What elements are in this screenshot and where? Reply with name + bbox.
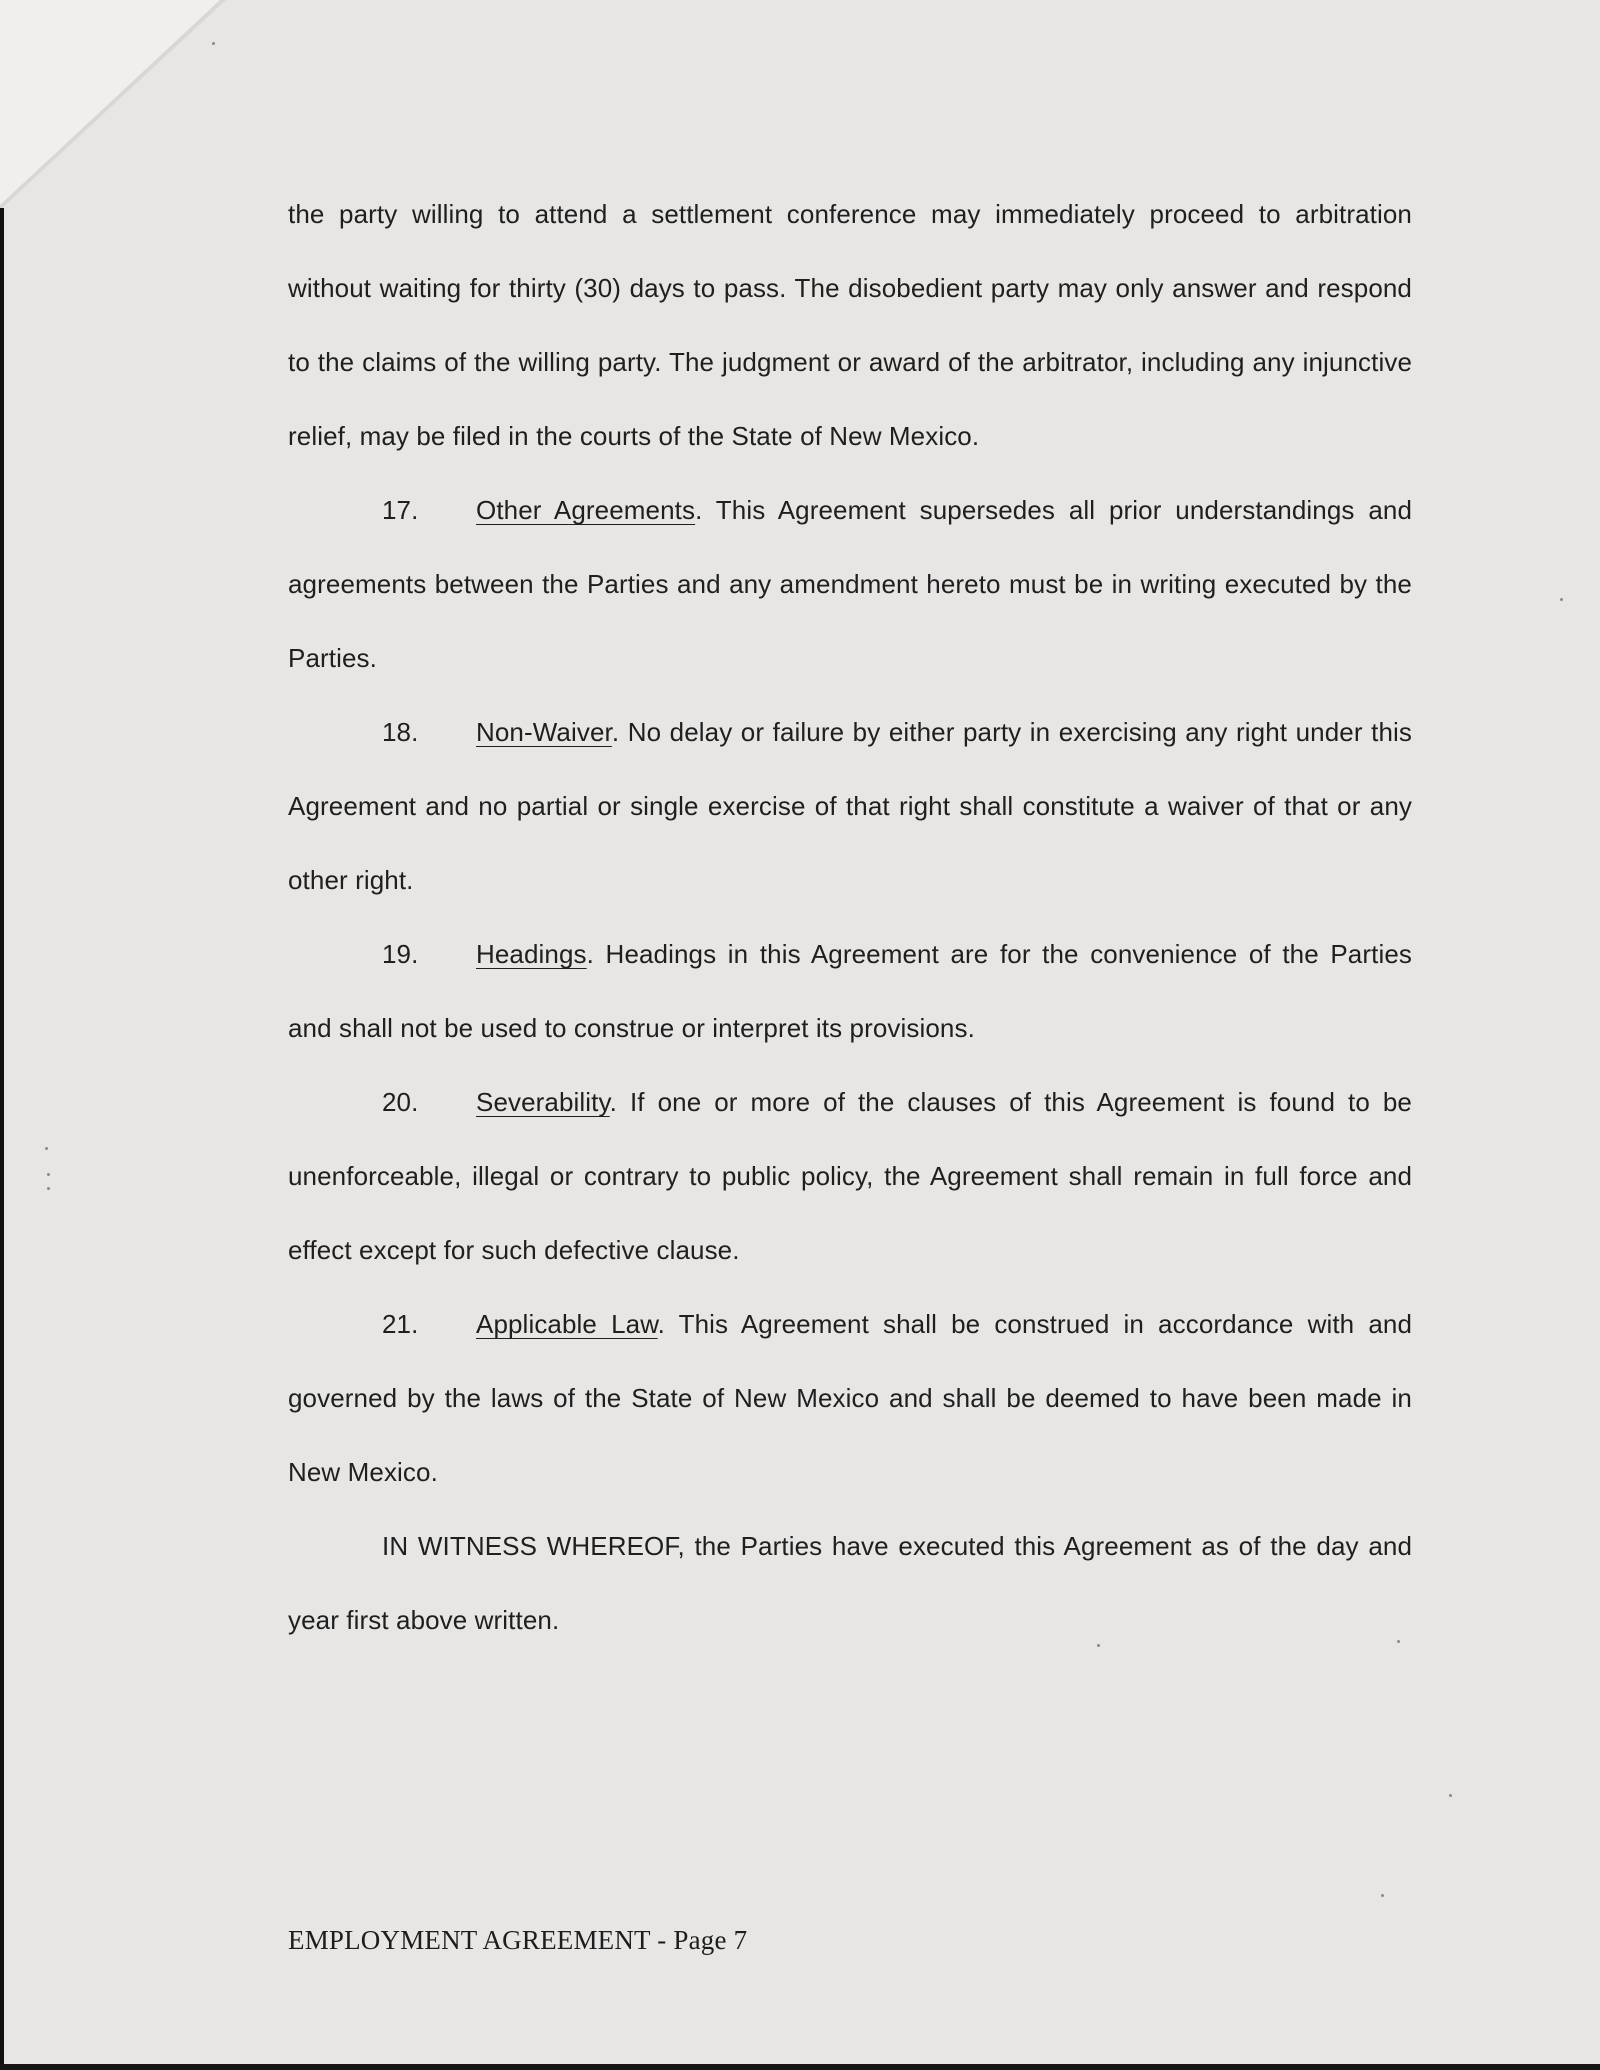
scan-speck	[45, 1147, 48, 1150]
paragraph-17	[288, 473, 1412, 695]
folded-corner	[0, 0, 240, 240]
paragraph-20	[288, 1065, 1412, 1287]
paragraph-number: 17.	[382, 495, 419, 525]
paragraph-text: the party willing to attend a settlement conference may immediately proceed to arbitration without waiting for thirty (30) days to pass. The disobedient party may only answer and respond to the claims of the willing party. The judgment or award of the arbitrator, including any injunctive relief, may be filed in the courts of the State of New Mexico.	[288, 199, 1412, 451]
paragraph-text: . This Agreement shall be construed in accordance with and governed by the laws of the State of New Mexico and shall be deemed to have been made in New Mexico.	[288, 1309, 1413, 1487]
arbitration-continuation-paragraph	[288, 177, 1412, 473]
paragraph-heading: Non-Waiver	[476, 717, 612, 747]
page-footer: EMPLOYMENT AGREEMENT - Page 7	[288, 1925, 748, 1955]
agreement-body	[288, 177, 1412, 1657]
witness-paragraph	[288, 1509, 1412, 1657]
paragraph-18	[288, 695, 1412, 917]
scan-speck	[1449, 1794, 1452, 1797]
paragraph-heading: Other Agreements	[476, 495, 696, 525]
paragraph-number: 21.	[382, 1309, 419, 1339]
scan-speck	[1381, 1894, 1384, 1897]
paragraph-heading: Applicable Law	[476, 1309, 658, 1339]
paragraph-19	[288, 917, 1412, 1065]
scan-speck	[1560, 598, 1563, 601]
paragraph-number: 19.	[382, 939, 419, 969]
scan-speck	[47, 1187, 50, 1190]
scan-speck	[212, 42, 215, 45]
paragraph-number: 18.	[382, 717, 419, 747]
scan-speck	[47, 1173, 50, 1176]
paragraph-number: 20.	[382, 1087, 419, 1117]
paragraph-text: . This Agreement supersedes all prior understandings and agreements between the Parties and any amendment hereto must be in writing executed by the Parties.	[288, 495, 1413, 673]
paragraph-heading: Headings	[476, 939, 587, 969]
paragraph-text: . If one or more of the clauses of this Agreement is found to be unenforceable, illegal or contrary to public policy, the Agreement shall remain in full force and effect except for such defective clause.	[288, 1087, 1412, 1265]
paragraph-text: IN WITNESS WHEREOF, the Parties have executed this Agreement as of the day and year first above written.	[288, 1531, 1412, 1635]
paragraph-21	[288, 1287, 1412, 1509]
paragraph-heading: Severability	[476, 1087, 610, 1117]
paragraph-text: . No delay or failure by either party in exercising any right under this Agreement and no partial or single exercise of that right shall constitute a waiver of that or any other right.	[288, 717, 1412, 895]
paragraph-text: . Headings in this Agreement are for the convenience of the Parties and shall not be used to construe or interpret its provisions.	[288, 939, 1412, 1043]
